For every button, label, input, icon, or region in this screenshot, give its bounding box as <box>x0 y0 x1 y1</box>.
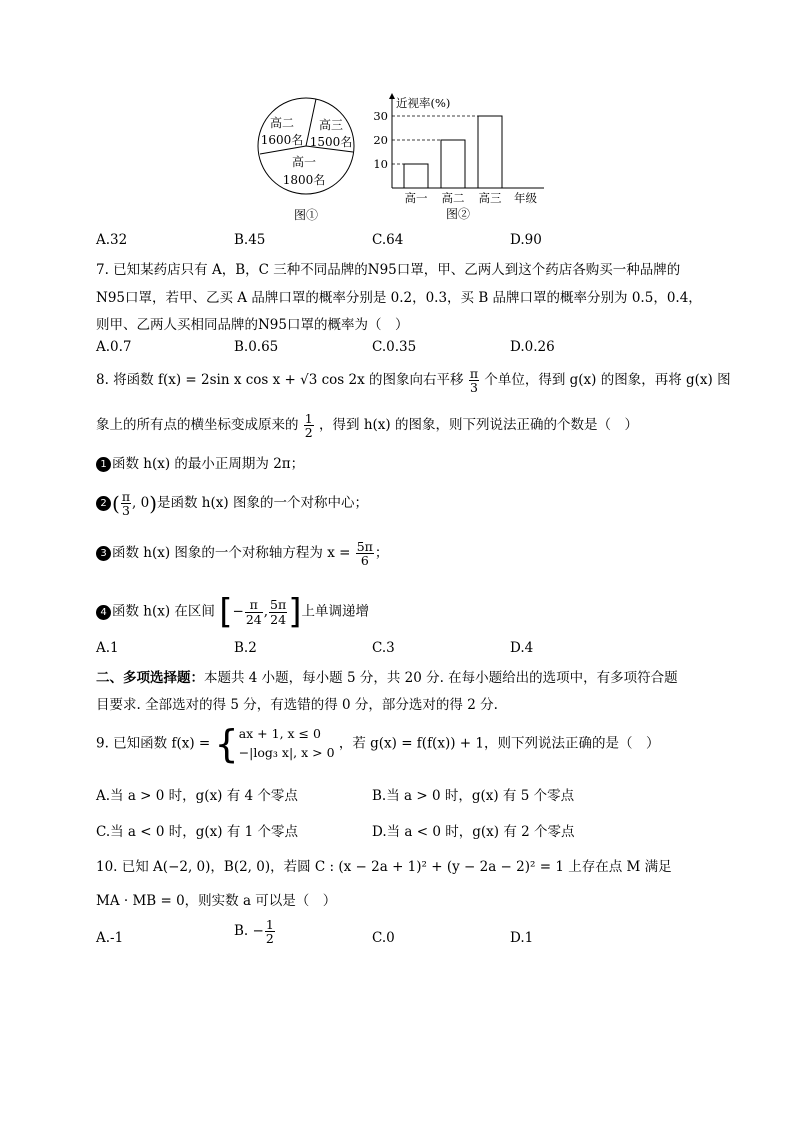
section-heading-line <box>96 666 678 686</box>
q10-option-d[interactable]: D.1 <box>510 930 534 946</box>
fraction-denominator: 6 <box>360 553 369 569</box>
q9-stem-line <box>96 722 659 766</box>
q9-option-a[interactable]: A.当 a > 0 时，g(x) 有 4 个零点 <box>96 788 298 804</box>
q9-option-d[interactable]: D.当 a < 0 时，g(x) 有 2 个零点 <box>372 824 575 840</box>
q8-statement-2 <box>96 490 368 517</box>
case-line: −|log₃ x|, x > 0 <box>238 745 335 760</box>
q8-stem-line <box>96 412 638 439</box>
statement-tail: 上单调递增 <box>301 603 369 620</box>
fraction-numerator: 5π <box>270 597 287 613</box>
fraction <box>269 598 287 625</box>
right-paren: ) <box>149 491 158 516</box>
fraction-denominator: 3 <box>121 503 130 519</box>
pie-caption: 图① <box>293 208 319 222</box>
bar-chart-caption: 图② <box>445 207 471 221</box>
left-brace: { <box>214 722 239 766</box>
fraction-numerator: π <box>469 366 479 381</box>
pie-slice-count: 1800名 <box>282 173 326 187</box>
q9-stem-part: ，若 g(x) = f(f(x)) + 1，则下列说法正确的是（ ） <box>338 735 660 752</box>
fraction-numerator: π <box>245 598 263 612</box>
pie-slice-count: 1600名 <box>260 133 304 147</box>
pie-slice-grade: 高二 <box>269 116 295 130</box>
q10-option-c[interactable]: C.0 <box>372 930 395 946</box>
x-tick-label: 高二 <box>441 191 465 205</box>
fraction-denominator: 2 <box>265 931 274 947</box>
pie-chart-figure <box>250 94 366 224</box>
q8-statement-4: 4 函数 h(x) 在区间 [− $\frac{\pi}{24}$ , $\frac{5\pi}{24}$ ]上单调递增 <box>96 592 369 632</box>
pie-slice-grade: 高三 <box>318 118 344 132</box>
q8-stem-part: 8. 将函数 f(x) = 2sin x cos x + √3 cos 2x 的图象向右平移 <box>96 372 464 389</box>
q7-option-a[interactable]: A.0.7 <box>96 339 132 355</box>
statement-text: 函数 h(x) 在区间 <box>112 603 215 620</box>
q10-option-a[interactable]: A.-1 <box>96 930 124 946</box>
q8-stem-part: 个单位，得到 g(x) 的图象，再将 g(x) 图 <box>484 372 731 389</box>
section-instructions-line: 目要求. 全部选对的得 5 分，有选错的得 0 分，部分选对的得 2 分. <box>96 697 498 713</box>
q6-option-d[interactable]: D.90 <box>510 232 542 248</box>
q6-option-c[interactable]: C.64 <box>372 232 404 248</box>
q9-option-b[interactable]: B.当 a > 0 时，g(x) 有 5 个零点 <box>372 788 575 804</box>
bar <box>478 116 502 188</box>
x-axis-label: 年级 <box>514 191 537 205</box>
q7-stem-line: N95口罩，若甲、乙买 A 品牌口罩的概率分别是 0.2，0.3，买 B 品牌口罩的概率分别为 0.5，0.4， <box>96 290 702 306</box>
fraction-numerator: 5π <box>356 539 373 554</box>
fraction-numerator: π <box>121 489 131 504</box>
pie-slice-grade: 高一 <box>291 155 317 169</box>
left-paren: ( <box>112 491 120 516</box>
q7-stem-line: 7. 已知某药店只有 A，B，C 三种不同品牌的N95口罩，甲、乙两人到这个药店各购买一种品牌的 <box>96 262 681 278</box>
fraction <box>356 540 374 567</box>
circled-number-icon: 4 <box>96 605 111 620</box>
piecewise-cases <box>239 725 335 763</box>
option-label: B. − <box>234 923 264 940</box>
circled-number-icon: 3 <box>96 546 111 561</box>
q8-option-d[interactable]: D.4 <box>510 640 534 656</box>
y-tick-label: 10 <box>373 157 388 171</box>
q8-option-c[interactable]: C.3 <box>372 640 395 656</box>
statement-text: 函数 h(x) 的最小正周期为 2π； <box>112 456 305 472</box>
bar-chart-figure <box>366 92 552 224</box>
pie-slice-count: 1500名 <box>309 135 353 149</box>
statement-text: 函数 h(x) 图象的一个对称轴方程为 x = <box>112 545 351 562</box>
q9-option-c[interactable]: C.当 a < 0 时，g(x) 有 1 个零点 <box>96 824 299 840</box>
x-tick-label: 高一 <box>404 191 428 205</box>
fraction <box>245 598 263 625</box>
q8-option-b[interactable]: B.2 <box>234 640 257 656</box>
q6-option-b[interactable]: B.45 <box>234 232 266 248</box>
q10-stem-line: MA · MB = 0，则实数 a 可以是（ ） <box>96 893 337 909</box>
fraction <box>469 367 479 394</box>
q10-stem-line: 10. 已知 A(−2, 0)，B(2, 0)，若圆 C : (x − 2a + 1)² + (y − 2a − 2)² = 1 上存在点 M 满足 <box>96 859 672 875</box>
q7-stem-line: 则甲、乙两人买相同品牌的N95口罩的概率为（ ） <box>96 317 409 333</box>
q8-stem-part: ，得到 h(x) 的图象，则下列说法正确的个数是（ ） <box>319 417 638 434</box>
minus-sign: − <box>232 603 244 620</box>
q7-option-c[interactable]: C.0.35 <box>372 339 417 355</box>
q8-statement-1 <box>96 452 304 472</box>
statement-text: 是函数 h(x) 图象的一个对称中心； <box>157 495 368 512</box>
y-axis-label: 近视率(%) <box>396 96 451 110</box>
section-title: 二、多项选择题： <box>96 670 204 686</box>
fraction <box>121 490 131 517</box>
q8-stem-part: 象上的所有点的横坐标变成原来的 <box>96 417 299 434</box>
circled-number-icon: 1 <box>96 457 111 472</box>
q9-stem-part: 9. 已知函数 f(x) = <box>96 735 211 752</box>
q6-option-a[interactable]: A.32 <box>96 232 128 248</box>
q7-option-d[interactable]: D.0.26 <box>510 339 555 355</box>
q8-option-a[interactable]: A.1 <box>96 640 119 656</box>
fraction-denominator: 2 <box>304 425 313 441</box>
y-tick-label: 30 <box>373 109 388 123</box>
bar <box>404 164 428 188</box>
statement-tail: ； <box>374 545 389 562</box>
fraction-denominator: 24 <box>270 611 287 627</box>
right-bracket: ] <box>288 592 302 632</box>
q8-statement-3 <box>96 540 388 567</box>
circled-number-icon: 2 <box>96 496 111 511</box>
point-coordinate: , 0 <box>132 495 150 512</box>
q8-stem-line <box>96 367 731 394</box>
x-tick-label: 高三 <box>478 191 502 205</box>
section-instructions: 本题共 4 小题，每小题 5 分，共 20 分. 在每小题给出的选项中，有多项符合题 <box>204 670 678 686</box>
case-line: ax + 1, x ≤ 0 <box>238 726 321 742</box>
bar <box>441 140 465 188</box>
y-tick-label: 20 <box>373 133 388 147</box>
fraction-numerator: 1 <box>265 917 274 932</box>
fraction <box>304 412 314 439</box>
fraction-numerator: 1 <box>304 411 313 426</box>
q10-option-b[interactable] <box>234 918 276 945</box>
q7-option-b[interactable]: B.0.65 <box>234 339 279 355</box>
fraction-denominator: 3 <box>469 380 478 396</box>
fraction-denominator: 24 <box>245 611 262 627</box>
fraction <box>265 918 275 945</box>
left-bracket: [ <box>219 592 233 632</box>
